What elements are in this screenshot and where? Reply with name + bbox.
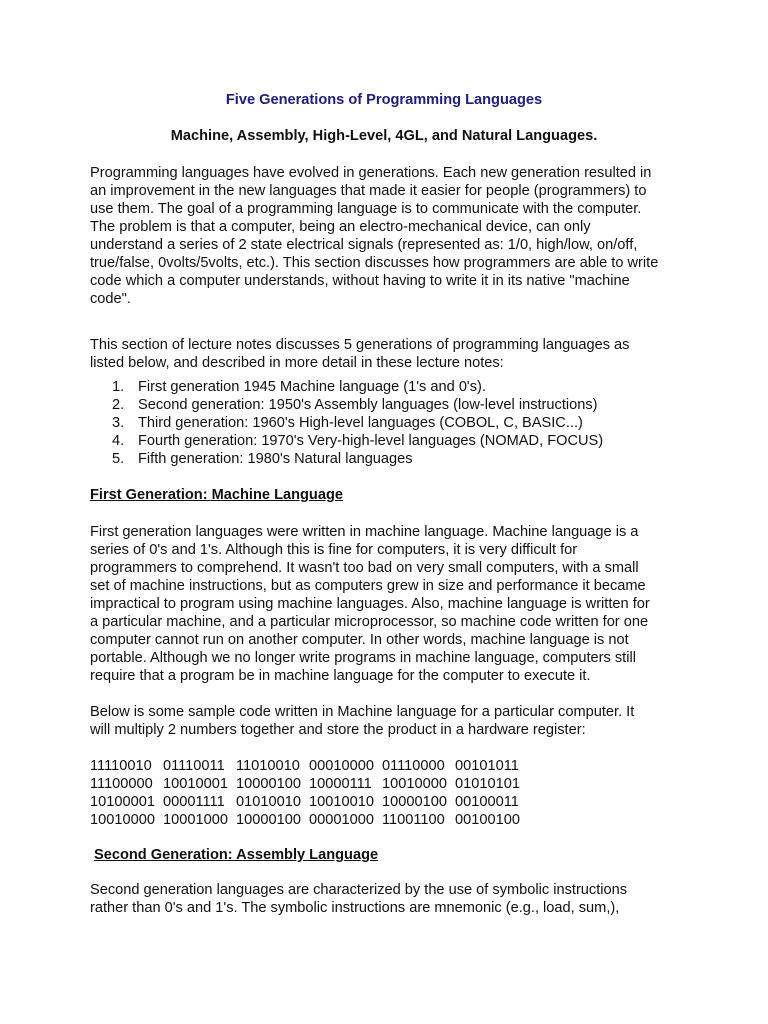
generations-list [90, 378, 603, 468]
machine-code-word: 10000100 [382, 794, 447, 810]
machine-code-word: 10001000 [163, 812, 228, 828]
list-text: Fourth generation: 1970's Very-high-level languages (NOMAD, FOCUS) [138, 433, 604, 449]
list-text: Second generation: 1950's Assembly languages (low-level instructions) [138, 397, 598, 413]
machine-code-row [90, 811, 528, 829]
text-line: a particular machine, and a particular microprocessor, so machine code written for one [90, 614, 649, 630]
text-line: portable. Although we no longer write programs in machine language, computers still [90, 650, 636, 666]
machine-code-word: 11110010 [90, 758, 152, 774]
machine-code-row [90, 757, 528, 775]
text-line: understand a series of 2 state electrical signals (represented as: 1/0, high/low, on/off, [90, 237, 638, 253]
text-line: use them. The goal of a programming language is to communicate with the computer. [90, 201, 642, 217]
machine-code-word: 10010000 [382, 776, 447, 792]
list-text: Fifth generation: 1980's Natural languages [138, 451, 413, 467]
list-item [90, 432, 603, 450]
machine-code-word: 11001100 [382, 812, 445, 828]
machine-code-word: 10000100 [236, 776, 301, 792]
text-line: code which a computer understands, without having to write it in its native "machine [90, 273, 630, 289]
text-line: rather than 0's and 1's. The symbolic instructions are mnemonic (e.g., load, sum,), [90, 900, 620, 916]
intro-paragraph [90, 164, 658, 308]
machine-code-word: 00001000 [309, 812, 374, 828]
text-line: computer cannot run on another computer. In other words, machine language is not [90, 632, 629, 648]
text-line: Second generation languages are characterized by the use of symbolic instructions [90, 882, 628, 898]
machine-code-row [90, 793, 528, 811]
machine-code-block [90, 757, 528, 829]
machine-code-word: 01010101 [455, 776, 520, 792]
text-line: true/false, 0volts/5volts, etc.). This section discusses how programmers are able to write [90, 255, 659, 271]
text-line: require that a program be in machine language for the computer to execute it. [90, 668, 591, 684]
text-line: impractical to program using machine languages. Also, machine language is written for [90, 596, 650, 612]
machine-code-word: 10100001 [90, 794, 155, 810]
machine-code-word: 01010010 [236, 794, 301, 810]
list-item [90, 396, 603, 414]
text-line: programmers to comprehend. It wasn't too bad on very small computers, with a small [90, 560, 639, 576]
document-subtitle: Machine, Assembly, High-Level, 4GL, and Natural Languages. [170, 128, 598, 144]
machine-code-word: 00101011 [455, 758, 519, 774]
sample-code-paragraph [90, 703, 634, 739]
second-generation-paragraph [90, 881, 627, 917]
first-generation-paragraph [90, 523, 650, 685]
list-item [90, 378, 603, 396]
section-heading-first-generation: First Generation: Machine Language [90, 487, 343, 503]
list-number: 4. [112, 433, 125, 449]
machine-code-word: 00100100 [455, 812, 520, 828]
text-line: Below is some sample code written in Machine language for a particular computer. It [90, 704, 635, 720]
machine-code-word: 10010000 [90, 812, 155, 828]
section-heading-second-generation: Second Generation: Assembly Language [94, 847, 379, 863]
document-title: Five Generations of Programming Languages [225, 92, 543, 108]
machine-code-word: 10000100 [236, 812, 301, 828]
list-number: 5. [112, 451, 125, 467]
text-line: First generation languages were written in machine language. Machine language is a [90, 524, 639, 540]
machine-code-word: 01110000 [382, 758, 445, 774]
text-line: code". [90, 291, 131, 307]
text-line: The problem is that a computer, being an electro-mechanical device, can only [90, 219, 591, 235]
list-text: First generation 1945 Machine language (1's and 0's). [138, 379, 486, 395]
machine-code-word: 00001111 [163, 794, 225, 810]
machine-code-word: 11010010 [236, 758, 300, 774]
list-item [90, 414, 603, 432]
list-number: 3. [112, 415, 125, 431]
list-item [90, 450, 603, 468]
text-line: Programming languages have evolved in generations. Each new generation resulted in [90, 165, 652, 181]
machine-code-word: 11100000 [90, 776, 153, 792]
text-line: series of 0's and 1's. Although this is fine for computers, it is very difficult for [90, 542, 578, 558]
text-line: This section of lecture notes discusses 5 generations of programming languages as [90, 337, 630, 353]
machine-code-word: 00100011 [455, 794, 519, 810]
text-line: listed below, and described in more detail in these lecture notes: [90, 355, 504, 371]
text-line: set of machine instructions, but as computers grew in size and performance it became [90, 578, 646, 594]
machine-code-word: 10010010 [309, 794, 374, 810]
machine-code-word: 10010001 [163, 776, 228, 792]
machine-code-word: 00010000 [309, 758, 374, 774]
text-line: an improvement in the new languages that made it easier for people (programmers) to [90, 183, 647, 199]
text-line: will multiply 2 numbers together and store the product in a hardware register: [90, 722, 586, 738]
list-number: 2. [112, 397, 125, 413]
list-number: 1. [112, 379, 125, 395]
machine-code-row [90, 775, 528, 793]
machine-code-word: 10000111 [309, 776, 372, 792]
machine-code-word: 01110011 [163, 758, 225, 774]
overview-paragraph [90, 336, 629, 372]
list-text: Third generation: 1960's High-level languages (COBOL, C, BASIC...) [138, 415, 583, 431]
